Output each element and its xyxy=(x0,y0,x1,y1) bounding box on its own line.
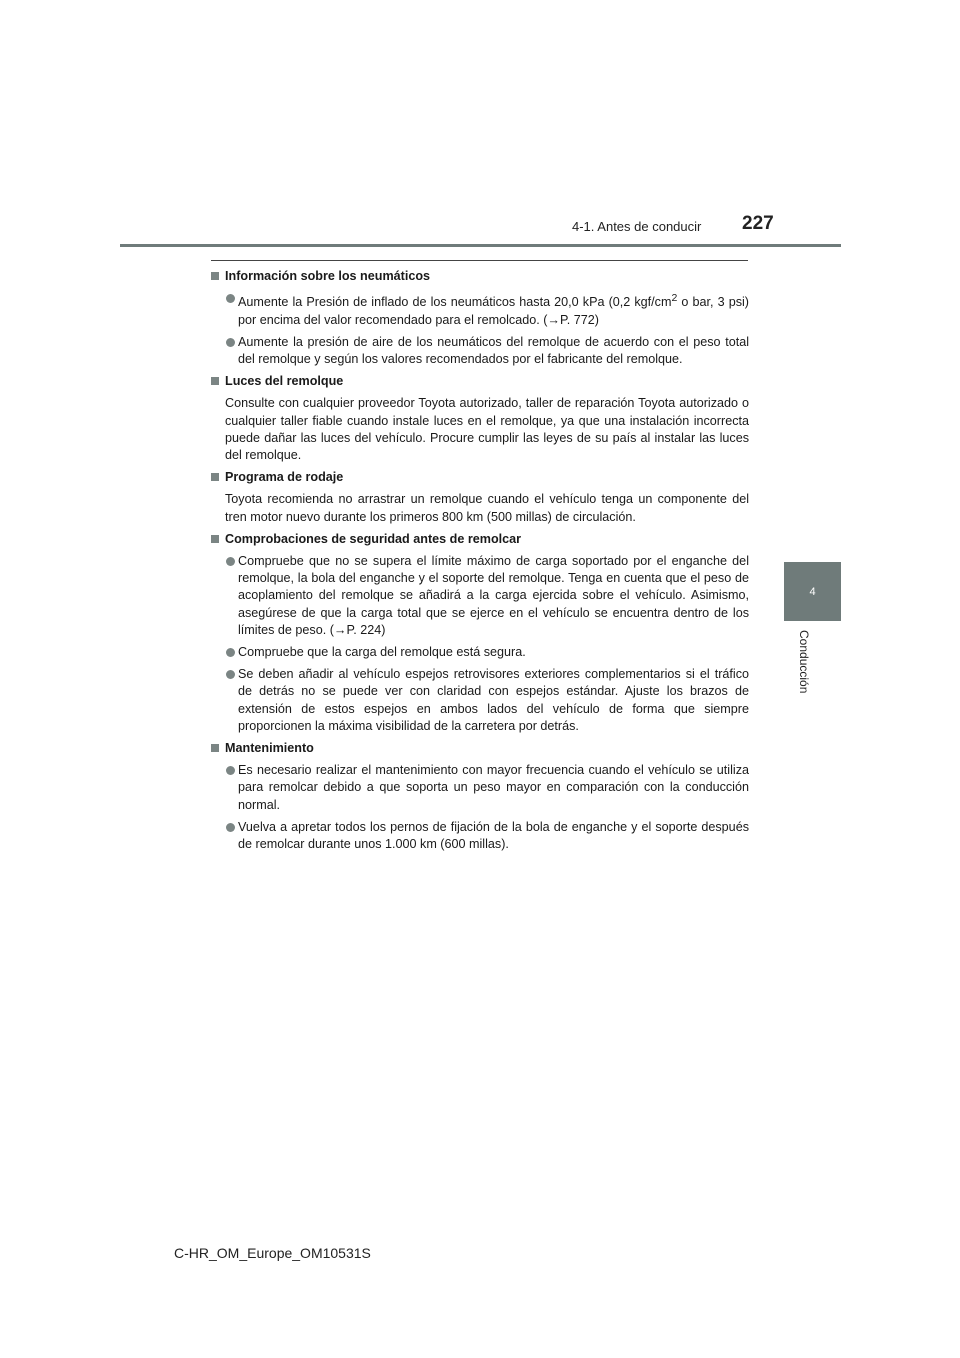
list-item-text: Compruebe que la carga del remolque está segura. xyxy=(238,645,526,660)
list-item xyxy=(211,553,749,639)
square-bullet-icon xyxy=(211,744,219,752)
circle-bullet-icon xyxy=(226,648,235,657)
document-footer: C-HR_OM_Europe_OM10531S xyxy=(174,1245,371,1261)
square-bullet-icon xyxy=(211,377,219,385)
list-item xyxy=(211,762,749,814)
section-break-in xyxy=(211,469,749,526)
circle-bullet-icon xyxy=(226,766,235,775)
page-content xyxy=(211,268,749,858)
list-item xyxy=(211,644,749,661)
circle-bullet-icon xyxy=(226,294,235,303)
section-heading xyxy=(211,373,749,390)
list-item xyxy=(211,290,749,329)
list-item-text-start: Aumente la Presión de inflado de los neumáticos hasta 20,0 kPa (0,2 kgf/cm xyxy=(238,295,672,310)
section-trailer-lights xyxy=(211,373,749,464)
list-item-text-end: o bar, 3 psi) por encima del valor recomendado para el remolcado. (→P. 772) xyxy=(238,295,749,327)
section-heading-text: Programa de rodaje xyxy=(225,470,344,485)
list-item-text: Se deben añadir al vehículo espejos retrovisores exteriores complementarios si el tráfico de detrás no se puede ver con claridad con espejos estándar. Ajuste los brazos de extensión de estos espejos en ambos lados del vehículo de forma que siempre proporcionen la máxima visibilidad de la carretera por detrás. xyxy=(238,667,749,733)
circle-bullet-icon xyxy=(226,557,235,566)
list-item-text: Aumente la presión de aire de los neumáticos del remolque de acuerdo con el peso total del remolque y según los valores recomendados por el fabricante del remolque. xyxy=(238,334,749,366)
header-section-title: 4-1. Antes de conducir xyxy=(572,219,702,234)
circle-bullet-icon xyxy=(226,670,235,679)
section-safety-checks xyxy=(211,531,749,735)
section-paragraph: Toyota recomienda no arrastrar un remolque cuando el vehículo tenga un componente del tren motor nuevo durante los primeros 800 km (500 millas) de circulación. xyxy=(225,492,749,524)
section-heading-text: Luces del remolque xyxy=(225,374,344,389)
list-item-text: Es necesario realizar el mantenimiento con mayor frecuencia cuando el vehículo se utiliza para remolcar debido a que soporta un peso mayor en comparación con la conducción normal. xyxy=(238,763,749,812)
section-heading-text: Mantenimiento xyxy=(225,741,314,756)
page-number: 227 xyxy=(742,213,774,234)
section-heading-text: Comprobaciones de seguridad antes de remolcar xyxy=(225,531,522,546)
section-paragraph: Consulte con cualquier proveedor Toyota autorizado, taller de reparación Toyota autorizado o cualquier taller fiable cuando instale luces en el remolque, ya que una instalación incorrecta puede dañar las luces del vehículo. Procure cumplir las leyes de su país al instalar las luces del remolque. xyxy=(225,396,749,463)
square-bullet-icon xyxy=(211,473,219,481)
section-heading xyxy=(211,469,749,486)
chapter-tab[interactable] xyxy=(784,562,841,621)
chapter-tab-label: Conducción xyxy=(797,630,811,694)
content-divider xyxy=(211,260,748,261)
section-heading xyxy=(211,268,749,285)
section-heading xyxy=(211,740,749,757)
chapter-tab-number: 4 xyxy=(809,585,816,598)
section-heading-text: Información sobre los neumáticos xyxy=(225,269,431,283)
list-item xyxy=(211,666,749,735)
list-item xyxy=(211,334,749,368)
square-bullet-icon xyxy=(211,535,219,543)
list-item-text: Compruebe que no se supera el límite máximo de carga soportado por el enganche del remolque, la bola del enganche y el soporte del remolque. Tenga en cuenta que el peso de acoplamiento del remolque se añadirá a la carga ejercida sobre el vehículo. Asimismo, asegúrese de que la carga total que se ejerce en el vehículo se encuentra dentro de los límites de peso. (→P. 224) xyxy=(238,554,749,637)
square-bullet-icon xyxy=(211,272,219,280)
circle-bullet-icon xyxy=(226,338,235,347)
circle-bullet-icon xyxy=(226,823,235,832)
list-item-text: Vuelva a apretar todos los pernos de fijación de la bola de enganche y el soporte después de remolcar durante unos 1.000 km (600 millas). xyxy=(238,819,749,852)
section-tyre-info xyxy=(211,268,749,368)
section-maintenance xyxy=(211,740,749,853)
list-item xyxy=(211,819,749,853)
header-divider xyxy=(120,244,841,247)
superscript: 2 xyxy=(671,292,678,305)
section-heading xyxy=(211,531,749,548)
